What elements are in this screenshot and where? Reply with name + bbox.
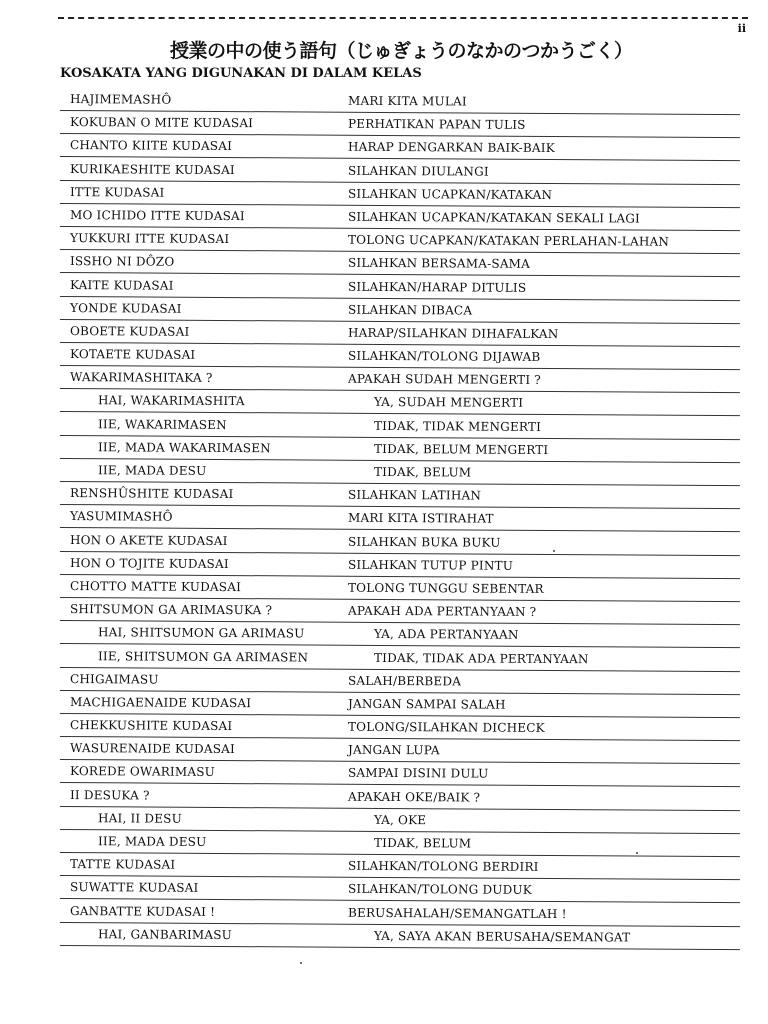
japanese-phrase: CHIGAIMASU xyxy=(69,671,159,687)
indonesian-translation: TIDAK, TIDAK MENGERTI xyxy=(373,418,542,434)
indonesian-translation: PERHATIKAN PAPAN TULIS xyxy=(347,116,526,133)
japanese-phrase: CHOTTO MATTE KUDASAI xyxy=(69,578,242,595)
japanese-phrase: MO ICHIDO ITTE KUDASAI xyxy=(69,207,245,224)
japanese-phrase: HAI, SHITSUMON GA ARIMASU xyxy=(97,625,305,641)
indonesian-translation: SILAHKAN UCAPKAN/KATAKAN SEKALI LAGI xyxy=(347,209,641,226)
indonesian-translation: SILAHKAN/HARAP DITULIS xyxy=(347,279,527,295)
indonesian-translation: TIDAK, BELUM xyxy=(373,835,472,851)
japanese-phrase: MACHIGAENAIDE KUDASAI xyxy=(69,694,252,711)
japanese-phrase: II DESUKA ? xyxy=(69,787,150,803)
japanese-phrase: HAJIMEMASHÔ xyxy=(69,92,172,107)
japanese-phrase: KOREDE OWARIMASU xyxy=(69,764,216,780)
indonesian-translation: SILAHKAN/TOLONG DIJAWAB xyxy=(347,348,541,364)
indonesian-translation: HARAP DENGARKAN BAIK-BAIK xyxy=(347,140,555,156)
indonesian-translation: TOLONG TUNGGU SEBENTAR xyxy=(347,580,544,596)
japanese-phrase: IIE, WAKARIMASEN xyxy=(97,416,227,432)
japanese-phrase: ITTE KUDASAI xyxy=(69,184,165,200)
japanese-phrase: IIE, MADA DESU xyxy=(97,834,207,849)
japanese-phrase: HON O TOJITE KUDASAI xyxy=(69,555,229,571)
table-row xyxy=(60,923,740,950)
japanese-phrase: KOKUBAN O MITE KUDASAI xyxy=(69,115,254,131)
page-number: ii xyxy=(737,22,746,35)
japanese-phrase: SHITSUMON GA ARIMASUKA ? xyxy=(69,602,273,618)
indonesian-translation: JANGAN LUPA xyxy=(347,743,440,758)
japanese-phrase: CHEKKUSHITE KUDASAI xyxy=(69,718,233,734)
vocabulary-table xyxy=(60,88,740,946)
table-row xyxy=(60,250,740,277)
japanese-phrase: KOTAETE KUDASAI xyxy=(69,347,196,362)
japanese-phrase: ISSHO NI DÔZO xyxy=(69,254,175,270)
indonesian-translation: SILAHKAN DIBACA xyxy=(347,302,473,318)
indonesian-translation: TOLONG/SILAHKAN DICHECK xyxy=(347,719,545,736)
indonesian-translation: SILAHKAN BUKA BUKU xyxy=(347,534,501,550)
page-subtitle: KOSAKATA YANG DIGUNAKAN DI DALAM KELAS xyxy=(60,66,422,81)
indonesian-translation: SILAHKAN UCAPKAN/KATAKAN xyxy=(347,186,553,202)
indonesian-translation: YA, ADA PERTANYAAN xyxy=(373,627,519,643)
japanese-phrase: IIE, MADA DESU xyxy=(97,463,207,478)
indonesian-translation: TIDAK, BELUM xyxy=(373,464,472,480)
japanese-phrase: IIE, SHITSUMON GA ARIMASEN xyxy=(97,648,309,665)
indonesian-translation: SILAHKAN/TOLONG DUDUK xyxy=(347,882,532,898)
indonesian-translation: MARI KITA ISTIRAHAT xyxy=(347,511,494,527)
indonesian-translation: JANGAN SAMPAI SALAH xyxy=(347,696,506,712)
japanese-phrase: KURIKAESHITE KUDASAI xyxy=(69,161,235,177)
japanese-phrase: TATTE KUDASAI xyxy=(69,857,176,872)
indonesian-translation: YA, SAYA AKAN BERUSAHA/SEMANGAT xyxy=(373,928,631,945)
indonesian-translation: TIDAK, BELUM MENGERTI xyxy=(373,441,549,457)
scan-speck xyxy=(553,550,555,552)
indonesian-translation: SALAH/BERBEDA xyxy=(347,673,462,689)
indonesian-translation: BERUSAHALAH/SEMANGATLAH ! xyxy=(347,905,567,921)
indonesian-translation: HARAP/SILAHKAN DIHAFALKAN xyxy=(347,325,559,341)
japanese-phrase: GANBATTE KUDASAI ! xyxy=(69,903,216,919)
japanese-phrase: IIE, MADA WAKARIMASEN xyxy=(97,440,271,456)
japanese-phrase: HON O AKETE KUDASAI xyxy=(69,532,228,548)
japanese-phrase: RENSHÛSHITE KUDASAI xyxy=(69,486,234,502)
japanese-phrase: HAI, WAKARIMASHITA xyxy=(97,393,245,409)
indonesian-translation: SILAHKAN/TOLONG BERDIRI xyxy=(347,858,539,875)
indonesian-translation: YA, SUDAH MENGERTI xyxy=(373,395,524,411)
indonesian-translation: APAKAH OKE/BAIK ? xyxy=(347,789,481,805)
indonesian-translation: SILAHKAN BERSAMA-SAMA xyxy=(347,256,531,272)
indonesian-translation: APAKAH ADA PERTANYAAN ? xyxy=(347,603,537,620)
japanese-phrase: OBOETE KUDASAI xyxy=(69,323,190,339)
japanese-phrase: HAI, GANBARIMASU xyxy=(97,926,233,942)
indonesian-translation: YA, OKE xyxy=(373,812,427,828)
table-row xyxy=(60,505,740,532)
indonesian-translation: MARI KITA MULAI xyxy=(347,93,467,109)
indonesian-translation: SILAHKAN LATIHAN xyxy=(347,487,482,503)
scan-speck xyxy=(636,852,638,854)
page-title: 授業の中の使う語句（じゅぎょうのなかのつかうごく） xyxy=(170,40,633,62)
japanese-phrase: YUKKURI ITTE KUDASAI xyxy=(69,231,230,247)
table-row xyxy=(60,134,740,161)
table-row xyxy=(60,621,740,648)
indonesian-translation: SILAHKAN TUTUP PINTU xyxy=(347,557,514,573)
japanese-phrase: WAKARIMASHITAKA ? xyxy=(69,370,213,386)
indonesian-translation: APAKAH SUDAH MENGERTI ? xyxy=(347,372,541,388)
japanese-phrase: KAITE KUDASAI xyxy=(69,277,174,293)
indonesian-translation: TOLONG UCAPKAN/KATAKAN PERLAHAN-LAHAN xyxy=(347,232,670,249)
indonesian-translation: SAMPAI DISINI DULU xyxy=(347,766,489,782)
indonesian-translation: TIDAK, TIDAK ADA PERTANYAAN xyxy=(373,650,589,666)
japanese-phrase: SUWATTE KUDASAI xyxy=(69,880,199,896)
japanese-phrase: YONDE KUDASAI xyxy=(69,300,182,316)
top-dashed-rule xyxy=(58,17,748,19)
scan-speck xyxy=(300,962,302,964)
japanese-phrase: WASURENAIDE KUDASAI xyxy=(69,741,236,757)
table-row xyxy=(60,876,740,903)
japanese-phrase: CHANTO KIITE KUDASAI xyxy=(69,138,233,154)
indonesian-translation: SILAHKAN DIULANGI xyxy=(347,163,489,179)
japanese-phrase: HAI, II DESU xyxy=(97,811,182,826)
japanese-phrase: YASUMIMASHÔ xyxy=(69,509,173,525)
